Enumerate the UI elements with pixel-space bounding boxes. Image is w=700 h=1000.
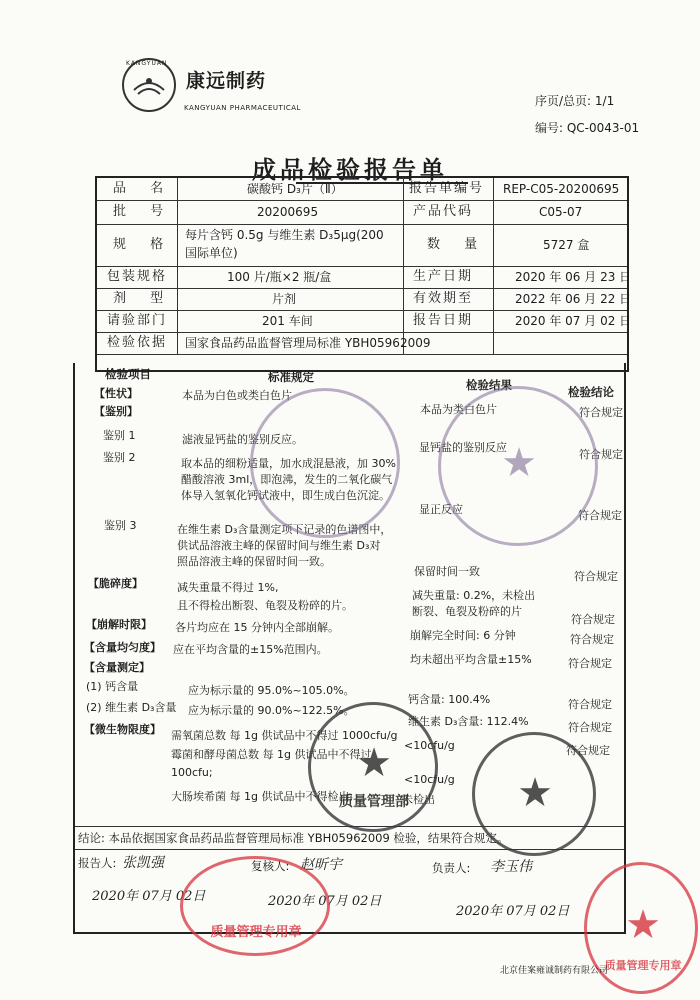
- col-result-header: 检验结果: [466, 378, 512, 392]
- production-date-label: 生产日期: [413, 269, 474, 284]
- ident2-result: 显正反应: [419, 503, 463, 516]
- friability-conclusion: 符合规定: [571, 613, 615, 626]
- logo-emblem-icon: [132, 72, 166, 98]
- quality-seal-red-bottom: [180, 856, 330, 956]
- assay-calcium-standard: 应为标示量的 95.0%~105.0%。: [188, 684, 355, 697]
- disintegration-standard: 各片均应在 15 分钟内全部崩解。: [175, 621, 339, 634]
- product-name-label: 品 名: [113, 181, 174, 196]
- microbial-conclusion: 符合规定: [566, 744, 610, 757]
- star-icon: ★: [501, 440, 537, 486]
- microbial-label: 【微生物限度】: [84, 723, 161, 736]
- company-seal: [472, 732, 596, 856]
- reviewer-date: 2020年 07月 02日: [268, 894, 382, 909]
- identification-label: 【鉴别】: [94, 405, 138, 418]
- disintegration-conclusion: 符合规定: [570, 633, 614, 646]
- col-standard-header: 标准规定: [268, 370, 314, 384]
- info-table: [95, 176, 632, 372]
- friability-standard-2: 且不得检出断裂、龟裂及粉碎的片。: [177, 599, 353, 612]
- microbial-standard-2: 霉菌和酵母菌总数 每 1g 供试品中不得过: [171, 748, 372, 761]
- character-label: 【性状】: [94, 387, 138, 400]
- quality-seal-red-right-text: 质量管理专用章: [604, 959, 682, 972]
- form-value: 片剂: [272, 292, 297, 306]
- package-value: 100 片/瓶×2 瓶/盒: [227, 270, 332, 284]
- friability-result-1: 减失重量: 0.2%，未检出: [412, 589, 536, 602]
- batch-value: 20200695: [257, 205, 319, 219]
- col-item-header: 检验项目: [105, 367, 151, 381]
- final-conclusion: 结论: 本品依据国家食品药品监督管理局标准 YBH05962009 检验，结果符合规定。: [78, 831, 509, 845]
- uniformity-result: 均未超出平均含量±15%: [410, 653, 532, 666]
- friability-standard-1: 减失重量不得过 1%,: [177, 581, 279, 594]
- company-name-en: KANGYUAN PHARMACEUTICAL: [184, 104, 301, 112]
- star-icon: ★: [356, 740, 392, 786]
- star-icon: ★: [625, 902, 661, 948]
- microbial-standard-1: 需氧菌总数 每 1g 供试品中不得过 1000cfu/g: [171, 729, 398, 742]
- assay-calcium-label: (1) 钙含量: [86, 680, 139, 693]
- microbial-result-1: <10cfu/g: [404, 739, 455, 752]
- expiry-value: 2022 年 06 月 22 日: [515, 292, 632, 306]
- assay-calcium-result: 钙含量: 100.4%: [408, 693, 491, 706]
- responsible-signature: 李玉伟: [490, 859, 532, 875]
- report-no-label: 报告单编号: [409, 181, 485, 196]
- ident3-standard-2: 供试品溶液主峰的保留时间与维生素 D₃对: [177, 539, 381, 552]
- ident1-conclusion: 符合规定: [579, 448, 623, 461]
- disintegration-result: 崩解完全时间: 6 分钟: [410, 629, 516, 642]
- reviewer-label: 复核人:: [251, 859, 290, 873]
- quantity-label: 数 量: [427, 237, 488, 252]
- responsible-label: 负责人:: [432, 861, 471, 875]
- faint-seal-left: [250, 388, 400, 538]
- product-name-value: 碳酸钙 D₃片（Ⅱ）: [247, 182, 343, 196]
- star-icon: ★: [517, 770, 553, 816]
- microbial-standard-4: 大肠埃希菌 每 1g 供试品中不得检出;: [171, 790, 354, 803]
- faint-seal-right: [438, 386, 598, 546]
- production-date-value: 2020 年 06 月 23 日: [515, 270, 632, 284]
- microbial-result-3: 未检出: [402, 793, 435, 806]
- uniformity-conclusion: 符合规定: [568, 657, 612, 670]
- ident3-standard-3: 照品溶液主峰的保留时间一致。: [177, 555, 331, 568]
- ident3-standard-1: 在维生素 D₃含量测定项下记录的色谱图中，: [177, 523, 392, 536]
- microbial-result-2: <10cfu/g: [404, 773, 455, 786]
- ident2-standard-1: 取本品的细粉适量，加水成混悬液，加 30%: [181, 457, 396, 470]
- product-code-label: 产品代码: [413, 204, 474, 219]
- ident3-result: 保留时间一致: [414, 565, 480, 578]
- assay-calcium-conclusion: 符合规定: [568, 698, 612, 711]
- form-label: 剂 型: [113, 291, 174, 306]
- batch-label: 批 号: [113, 204, 174, 219]
- spec-value-line1: 每片含钙 0.5g 与维生素 D₃5μg(200: [185, 228, 384, 242]
- ident3-conclusion: 符合规定: [574, 570, 618, 583]
- dept-value: 201 车间: [262, 314, 313, 328]
- friability-label: 【脆碎度】: [88, 577, 143, 590]
- reporter-signature: 张凯强: [122, 855, 164, 871]
- assay-vitd3-result: 维生素 D₃含量: 112.4%: [408, 715, 529, 728]
- ident1-standard: 滤液显钙盐的鉴别反应。: [182, 433, 303, 446]
- printer-footer: 北京佳案雍诚制药有限公司: [500, 966, 609, 976]
- ident1-label: 鉴别 1: [103, 429, 136, 442]
- ident2-conclusion: 符合规定: [578, 509, 622, 522]
- ident3-label: 鉴别 3: [104, 519, 137, 532]
- document-code: 编号: QC-0043-01: [535, 121, 640, 135]
- basis-label: 检验依据: [107, 335, 168, 350]
- company-name: 康远制药: [186, 70, 267, 92]
- ident2-label: 鉴别 2: [103, 451, 136, 464]
- spec-label: 规 格: [113, 237, 174, 252]
- report-no-value: REP-C05-20200695: [503, 182, 620, 196]
- page-info: 序页/总页: 1/1: [535, 94, 615, 108]
- reporter-date: 2020年 07月 02日: [92, 889, 206, 904]
- assay-vitd3-label: (2) 维生素 D₃含量: [86, 701, 177, 714]
- quantity-value: 5727 盒: [543, 238, 590, 252]
- report-title: 成品检验报告单: [252, 156, 448, 184]
- assay-label: 【含量测定】: [84, 661, 150, 674]
- character-standard: 本品为白色或类白色片: [182, 389, 292, 402]
- product-code-value: C05-07: [539, 205, 583, 219]
- package-label: 包装规格: [107, 269, 168, 284]
- expiry-label: 有效期至: [413, 291, 474, 306]
- ident1-result: 显钙盐的鉴别反应: [419, 441, 507, 454]
- uniformity-standard: 应在平均含量的±15%范围内。: [173, 643, 328, 656]
- report-date-label: 报告日期: [413, 313, 474, 328]
- basis-value: 国家食品药品监督管理局标准 YBH05962009: [185, 336, 431, 350]
- uniformity-label: 【含量均匀度】: [84, 641, 161, 654]
- disintegration-label: 【崩解时限】: [86, 618, 152, 631]
- reporter-label: 报告人:: [78, 856, 117, 870]
- ident2-standard-3: 体导入氢氧化钙试液中，即生成白色沉淀。: [181, 489, 390, 502]
- assay-vitd3-standard: 应为标示量的 90.0%~122.5%。: [188, 704, 355, 717]
- character-conclusion: 符合规定: [579, 406, 623, 419]
- ident2-standard-2: 醋酸溶液 3ml，即泡沸，发生的二氧化碳气: [181, 473, 393, 486]
- microbial-standard-3: 100cfu;: [171, 766, 213, 779]
- responsible-date: 2020年 07月 02日: [456, 904, 570, 919]
- report-date-value: 2020 年 07 月 02 日: [515, 314, 632, 328]
- logo-text: KANGYUAN: [126, 60, 168, 67]
- quality-dept-seal: [308, 702, 438, 832]
- character-result: 本品为类白色片: [420, 403, 497, 416]
- assay-vitd3-conclusion: 符合规定: [568, 721, 612, 734]
- reviewer-signature: 赵昕宇: [300, 857, 342, 873]
- spec-value-line2: 国际单位): [185, 246, 238, 260]
- dept-label: 请验部门: [107, 313, 168, 328]
- quality-dept-seal-text: 质量管理部: [339, 794, 409, 810]
- friability-result-2: 断裂、龟裂及粉碎的片: [412, 605, 522, 618]
- col-conclusion-header: 检验结论: [568, 385, 614, 399]
- quality-seal-red-bottom-text: 质量管理专用章: [210, 925, 302, 940]
